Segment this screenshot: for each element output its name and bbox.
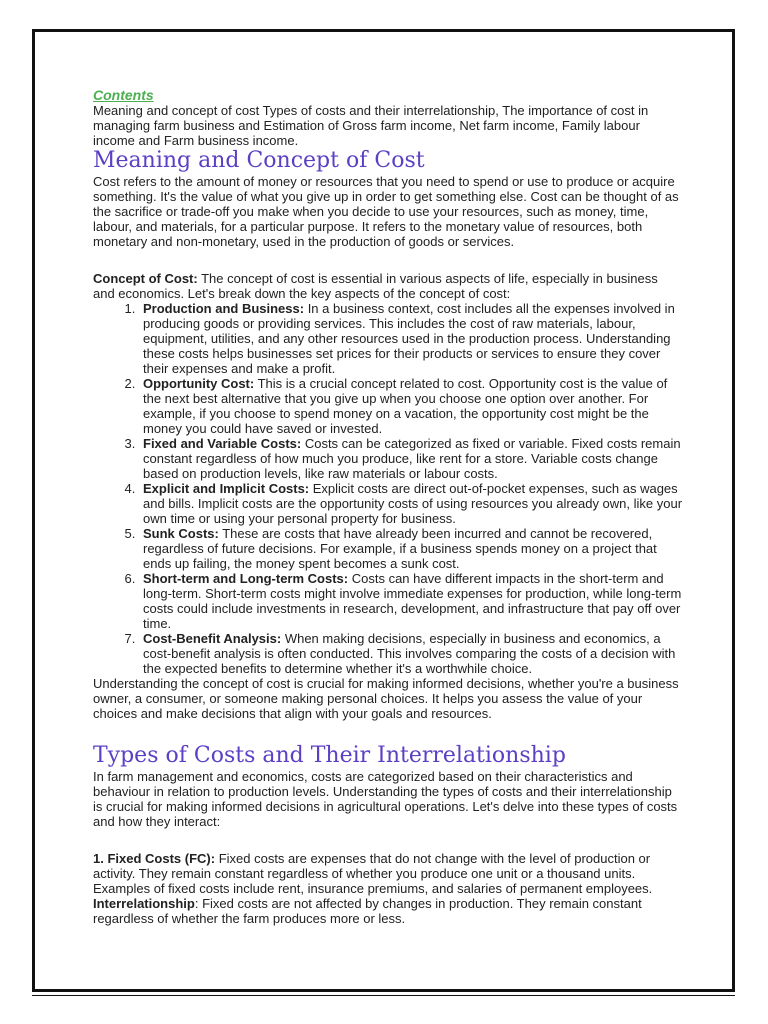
contents-text: Meaning and concept of cost Types of costs and their interrelationship, The importance of cost in managing farm business and Estimation of Gross farm income, Net farm income, Family labour income and Farm business income. bbox=[93, 103, 649, 148]
fixed-costs-paragraph bbox=[93, 851, 683, 896]
interrelationship-label: Interrelationship bbox=[93, 896, 195, 911]
section1-heading: Meaning and Concept of Cost bbox=[93, 148, 425, 173]
interrelationship-paragraph bbox=[93, 896, 683, 926]
list-item-text: This is a crucial concept related to cost. Opportunity cost is the value of the next best alternative that you give up when you choose one option over another. For example, if you choose to spend money on a vacation, the opportunity cost might be the money you could have saved or invested. bbox=[143, 376, 668, 436]
list-item bbox=[139, 631, 683, 676]
list-item-term: Cost-Benefit Analysis: bbox=[143, 631, 282, 646]
list-item-text: When making decisions, especially in business and economics, a cost-benefit analysis is often conducted. This involves comparing the costs of a decision with the expected benefits to determine whether it's a worthwhile choice. bbox=[143, 631, 676, 676]
list-item-term: Short-term and Long-term Costs: bbox=[143, 571, 349, 586]
concept-text: The concept of cost is essential in various aspects of life, especially in business and economics. Let's break down the key aspects of the concept of cost: bbox=[93, 271, 658, 301]
list-item-text: These are costs that have already been incurred and cannot be recovered, regardless of future decisions. For example, if a business spends money on a project that ends up failing, the money spent becomes a sunk cost. bbox=[143, 526, 657, 571]
section1-intro: Cost refers to the amount of money or resources that you need to spend or use to produce or acquire something. It's the value of what you give up in order to get something else. Cost can be thought of as the sacrifice or trade-off you make when you decide to use your resources, such as money, time, labour, and materials, for a particular purpose. It refers to the monetary value of resources, both monetary and non-monetary, used in the production of goods or services. bbox=[93, 174, 679, 249]
document-content bbox=[93, 87, 683, 926]
contents-title: Contents bbox=[93, 87, 154, 103]
fixed-costs-text: Fixed costs are expenses that do not change with the level of production or activity. They remain constant regardless of whether you produce one unit or a thousand units. Examples of fixed costs include rent, insurance premiums, and salaries of permanent employees. bbox=[93, 851, 653, 896]
list-item-text: In a business context, cost includes all the expenses involved in producing goods or providing services. This includes the cost of raw materials, labour, equipment, utilities, and any other resources used in the production process. Understanding these costs helps businesses set prices for their products or services to ensure they cover their expenses and make a profit. bbox=[143, 301, 675, 376]
section2-heading: Types of Costs and Their Interrelationship bbox=[93, 743, 566, 768]
list-item-text: Costs can be categorized as fixed or variable. Fixed costs remain constant regardless of how much you produce, like rent for a store. Variable costs change based on production levels, like raw materials or labour costs. bbox=[143, 436, 681, 481]
list-item-text: Explicit costs are direct out-of-pocket expenses, such as wages and bills. Implicit costs are the opportunity costs of using resources you already own, like your own time or using your personal property for business. bbox=[143, 481, 683, 526]
section1-conclusion: Understanding the concept of cost is crucial for making informed decisions, whether you're a business owner, a consumer, or someone making personal choices. It helps you assess the value of your choices and make decisions that align with your goals and resources. bbox=[93, 676, 679, 721]
list-item-text: Costs can have different impacts in the short-term and long-term. Short-term costs might involve immediate expenses for production, while long-term costs could include investments in research, development, and infrastructure that pay off over time. bbox=[143, 571, 682, 631]
list-item bbox=[139, 526, 683, 571]
section2-intro: In farm management and economics, costs are categorized based on their characteristics and behaviour in relation to production levels. Understanding the types of costs and their interrelationship is crucial for making informed decisions in agricultural operations. Let's delve into these types of costs and how they interact: bbox=[93, 769, 678, 829]
concept-label: Concept of Cost: bbox=[93, 271, 198, 286]
list-item bbox=[139, 436, 683, 481]
concept-list bbox=[93, 301, 683, 676]
list-item-term: Fixed and Variable Costs: bbox=[143, 436, 302, 451]
list-item bbox=[139, 301, 683, 376]
list-item-term: Explicit and Implicit Costs: bbox=[143, 481, 310, 496]
fixed-costs-label: 1. Fixed Costs (FC): bbox=[93, 851, 216, 866]
list-item bbox=[139, 571, 683, 631]
list-item-term: Sunk Costs: bbox=[143, 526, 219, 541]
list-item bbox=[139, 376, 683, 436]
list-item-term: Opportunity Cost: bbox=[143, 376, 255, 391]
concept-paragraph bbox=[93, 271, 683, 301]
list-item-term: Production and Business: bbox=[143, 301, 305, 316]
list-item bbox=[139, 481, 683, 526]
interrelationship-text: : Fixed costs are not affected by changes in production. They remain constant regardless of whether the farm produces more or less. bbox=[93, 896, 642, 926]
